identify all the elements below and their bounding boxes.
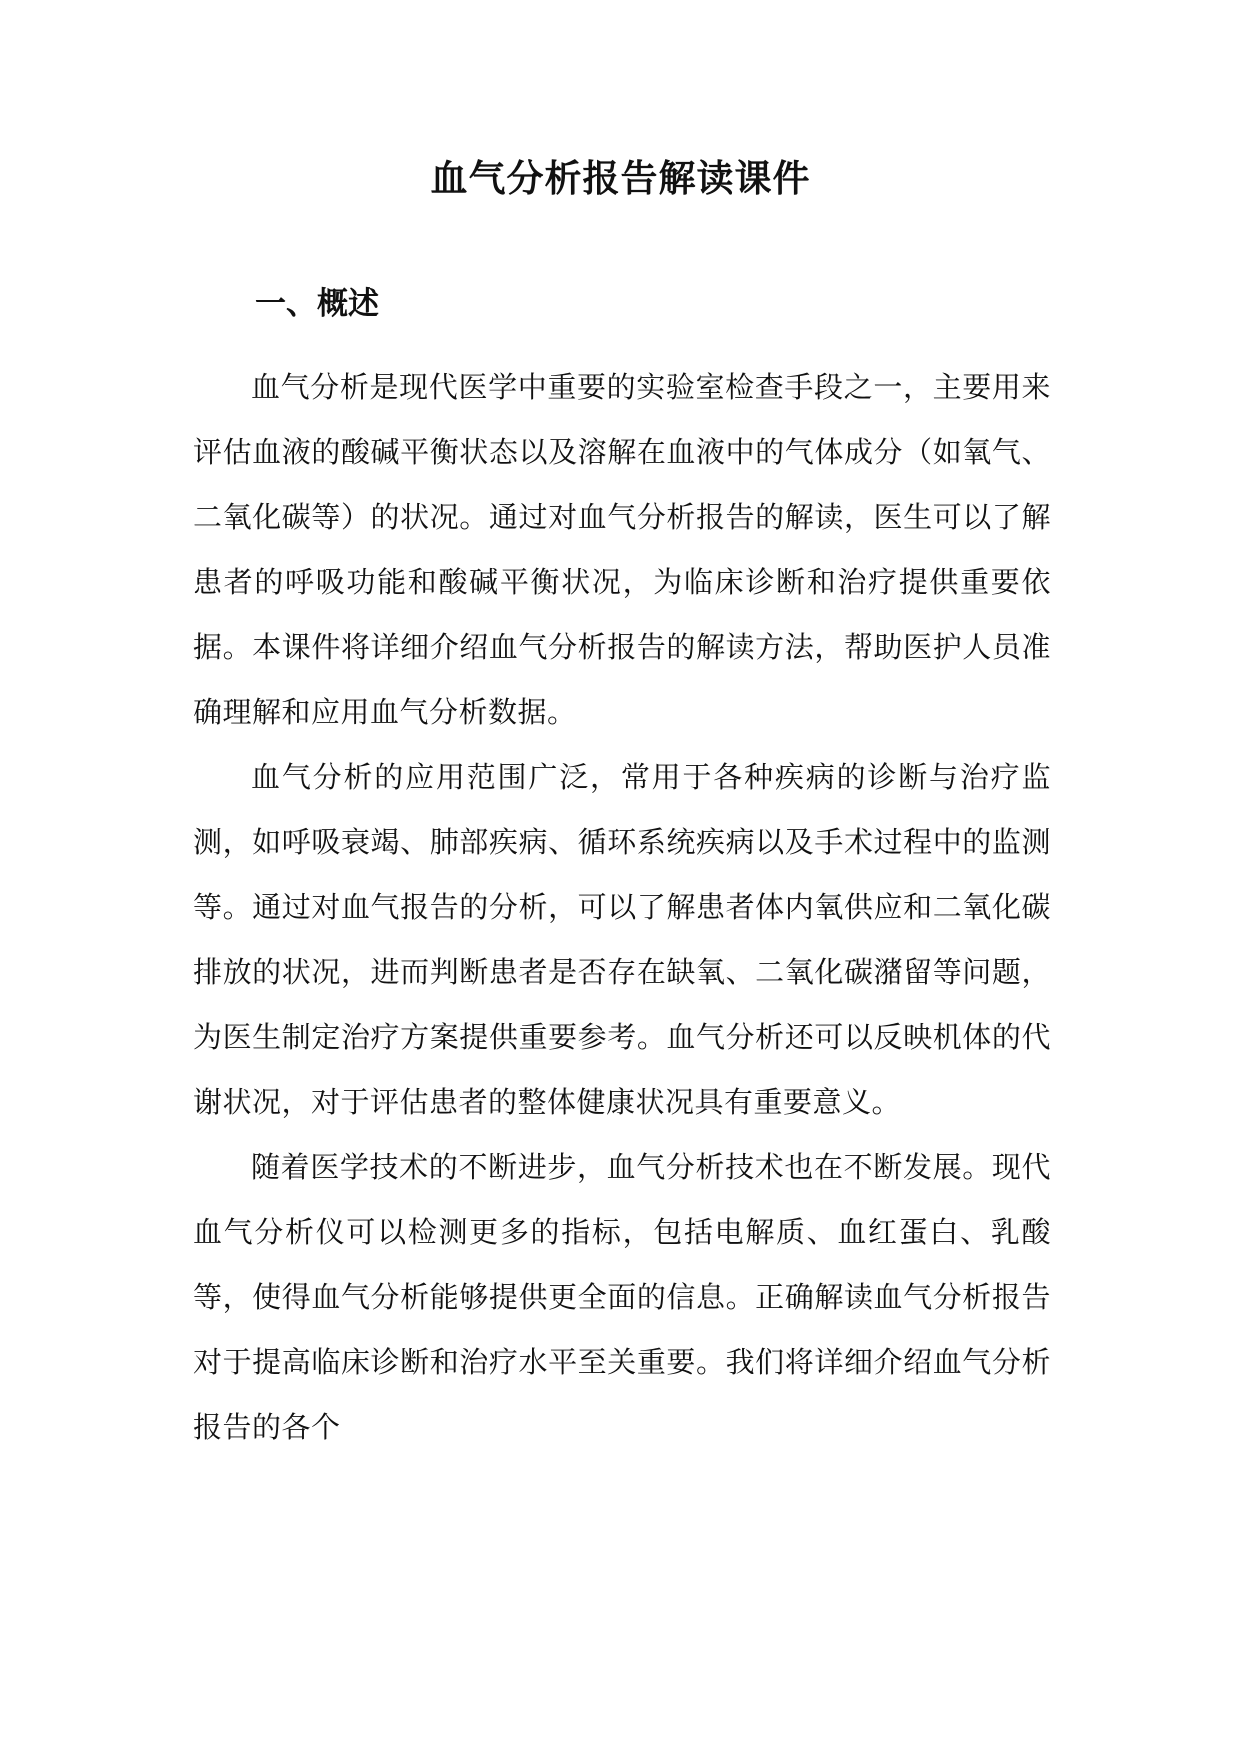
paragraph-2: 血气分析的应用范围广泛，常用于各种疾病的诊断与治疗监测，如呼吸衰竭、肺部疾病、循环系统疾病以及手术过程中的监测等。通过对血气报告的分析，可以了解患者体内氧供应和二氧化碳排放的状况，进而判断患者是否存在缺氧、二氧化碳潴留等问题，为医生制定治疗方案提供重要参考。血气分析还可以反映机体的代谢状况，对于评估患者的整体健康状况具有重要意义。: [193, 760, 1051, 1119]
section-heading-overview: 一、概述: [255, 286, 379, 322]
paragraph-1: 血气分析是现代医学中重要的实验室检查手段之一，主要用来评估血液的酸碱平衡状态以及溶解在血液中的气体成分（如氧气、二氧化碳等）的状况。通过对血气分析报告的解读，医生可以了解患者的呼吸功能和酸碱平衡状况，为临床诊断和治疗提供重要依据。本课件将详细介绍血气分析报告的解读方法，帮助医护人员准确理解和应用血气分析数据。: [193, 370, 1051, 729]
body-text: [193, 355, 1051, 1460]
document-title: 血气分析报告解读课件: [430, 156, 811, 200]
paragraph-3: 随着医学技术的不断进步，血气分析技术也在不断发展。现代血气分析仪可以检测更多的指标，包括电解质、血红蛋白、乳酸等，使得血气分析能够提供更全面的信息。正确解读血气分析报告对于提高临床诊断和治疗水平至关重要。我们将详细介绍血气分析报告的各个: [193, 1150, 1051, 1444]
